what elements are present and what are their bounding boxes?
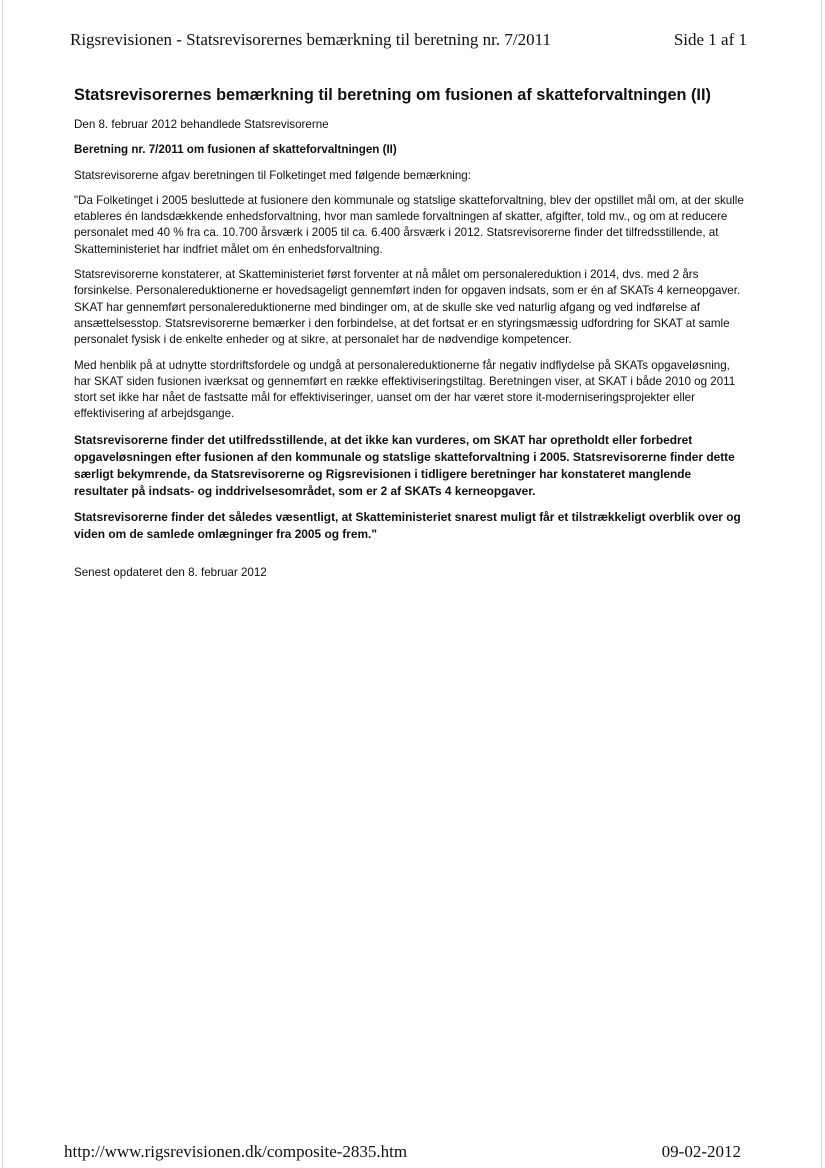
report-title: Beretning nr. 7/2011 om fusionen af skatteforvaltningen (II) <box>74 143 397 157</box>
print-footer <box>64 1142 741 1164</box>
document-body <box>74 84 746 590</box>
page-title: Statsrevisorernes bemærkning til beretning om fusionen af skatteforvaltningen (II) <box>74 86 711 104</box>
print-header <box>70 30 747 52</box>
page-number: Side 1 af 1 <box>673 30 747 49</box>
remark-paragraph-3: Med henblik på at udnytte stordriftsfordele og undgå at personalereduktionerne får negativ indflydelse på SKATs opgaveløsning, har SKAT siden fusionen iværksat og gennemført en række effektiviseringstiltag. Beretningen viser, at SKAT i både 2010 og 2011 stort set ikke har nået de fastsatte mål for effektiviseringer, uanset om der har været store it-moderniseringsprojekter eller effektivisering af arbejdsgange. <box>74 358 736 421</box>
scan-edge-right <box>821 0 822 1168</box>
scan-edge-left <box>2 0 3 1168</box>
source-url: http://www.rigsrevisionen.dk/composite-2835.htm <box>64 1142 408 1161</box>
remark-paragraph-2: Statsrevisorerne konstaterer, at Skatteministeriet først forventer at nå målet om personalereduktion i 2014, dvs. med 2 års forsinkelse. Personalereduktionerne er hovedsageligt gennemført inden for opgaven indsats, som er én af SKATs 4 kerneopgaver. SKAT har gennemført personalereduktionerne med bindinger om, at de skulle ske ved naturlig afgang og ved indførelse af ansættelsesstop. Statsrevisorerne bemærker i den forbindelse, at det fortsat er en styringsmæssig udfordring for SKAT at samle personalet fysisk i de enkelte enheder og at sikre, at personalet har de nødvendige kompetencer. <box>74 268 741 347</box>
remark-bold-paragraph-2: Statsrevisorerne finder det således væsentligt, at Skatteministeriet snarest muligt får et tilstrækkeligt overblik over og viden om de samlede omlægninger fra 2005 og frem." <box>74 509 741 541</box>
intro-text: Den 8. februar 2012 behandlede Statsrevisorerne <box>74 118 329 131</box>
remark-bold-paragraph-1: Statsrevisorerne finder det utilfredsstillende, at det ikke kan vurderes, om SKAT har opretholdt eller forbedret opgaveløsningen efter fusionen af den kommunale og statslige skatteforvaltning i 2005. Statsrevisorerne finder dette særligt bekymrende, da Statsrevisorerne og Rigsrevisionen i tidligere beretninger har konstateret manglende resultater på indsats- og inddrivelsesområdet, som er 2 af SKATs 4 kerneopgaver. <box>74 432 735 498</box>
remark-paragraph-1: "Da Folketinget i 2005 besluttede at fusionere den kommunale og statslige skatteforvaltning, blev der opstillet mål om, at der skulle etableres én landsdækkende enhedsforvaltning, hvor man samlede forvaltningen af skatter, afgifter, told mv., og om at reducere personalet med 40 % fra ca. 10.700 årsværk i 2005 til ca. 6.400 årsværk i 2012. Statsrevisorerne finder det tilfredsstillende, at Skatteministeriet har indfriet målet om én enhedsforvaltning. <box>74 193 744 256</box>
print-date: 09-02-2012 <box>661 1142 741 1161</box>
last-updated-text: Senest opdateret den 8. februar 2012 <box>74 565 267 579</box>
lead-in-text: Statsrevisorerne afgav beretningen til Folketinget med følgende bemærkning: <box>74 168 471 182</box>
header-title: Rigsrevisionen - Statsrevisorernes bemærkning til beretning nr. 7/2011 <box>70 30 551 49</box>
